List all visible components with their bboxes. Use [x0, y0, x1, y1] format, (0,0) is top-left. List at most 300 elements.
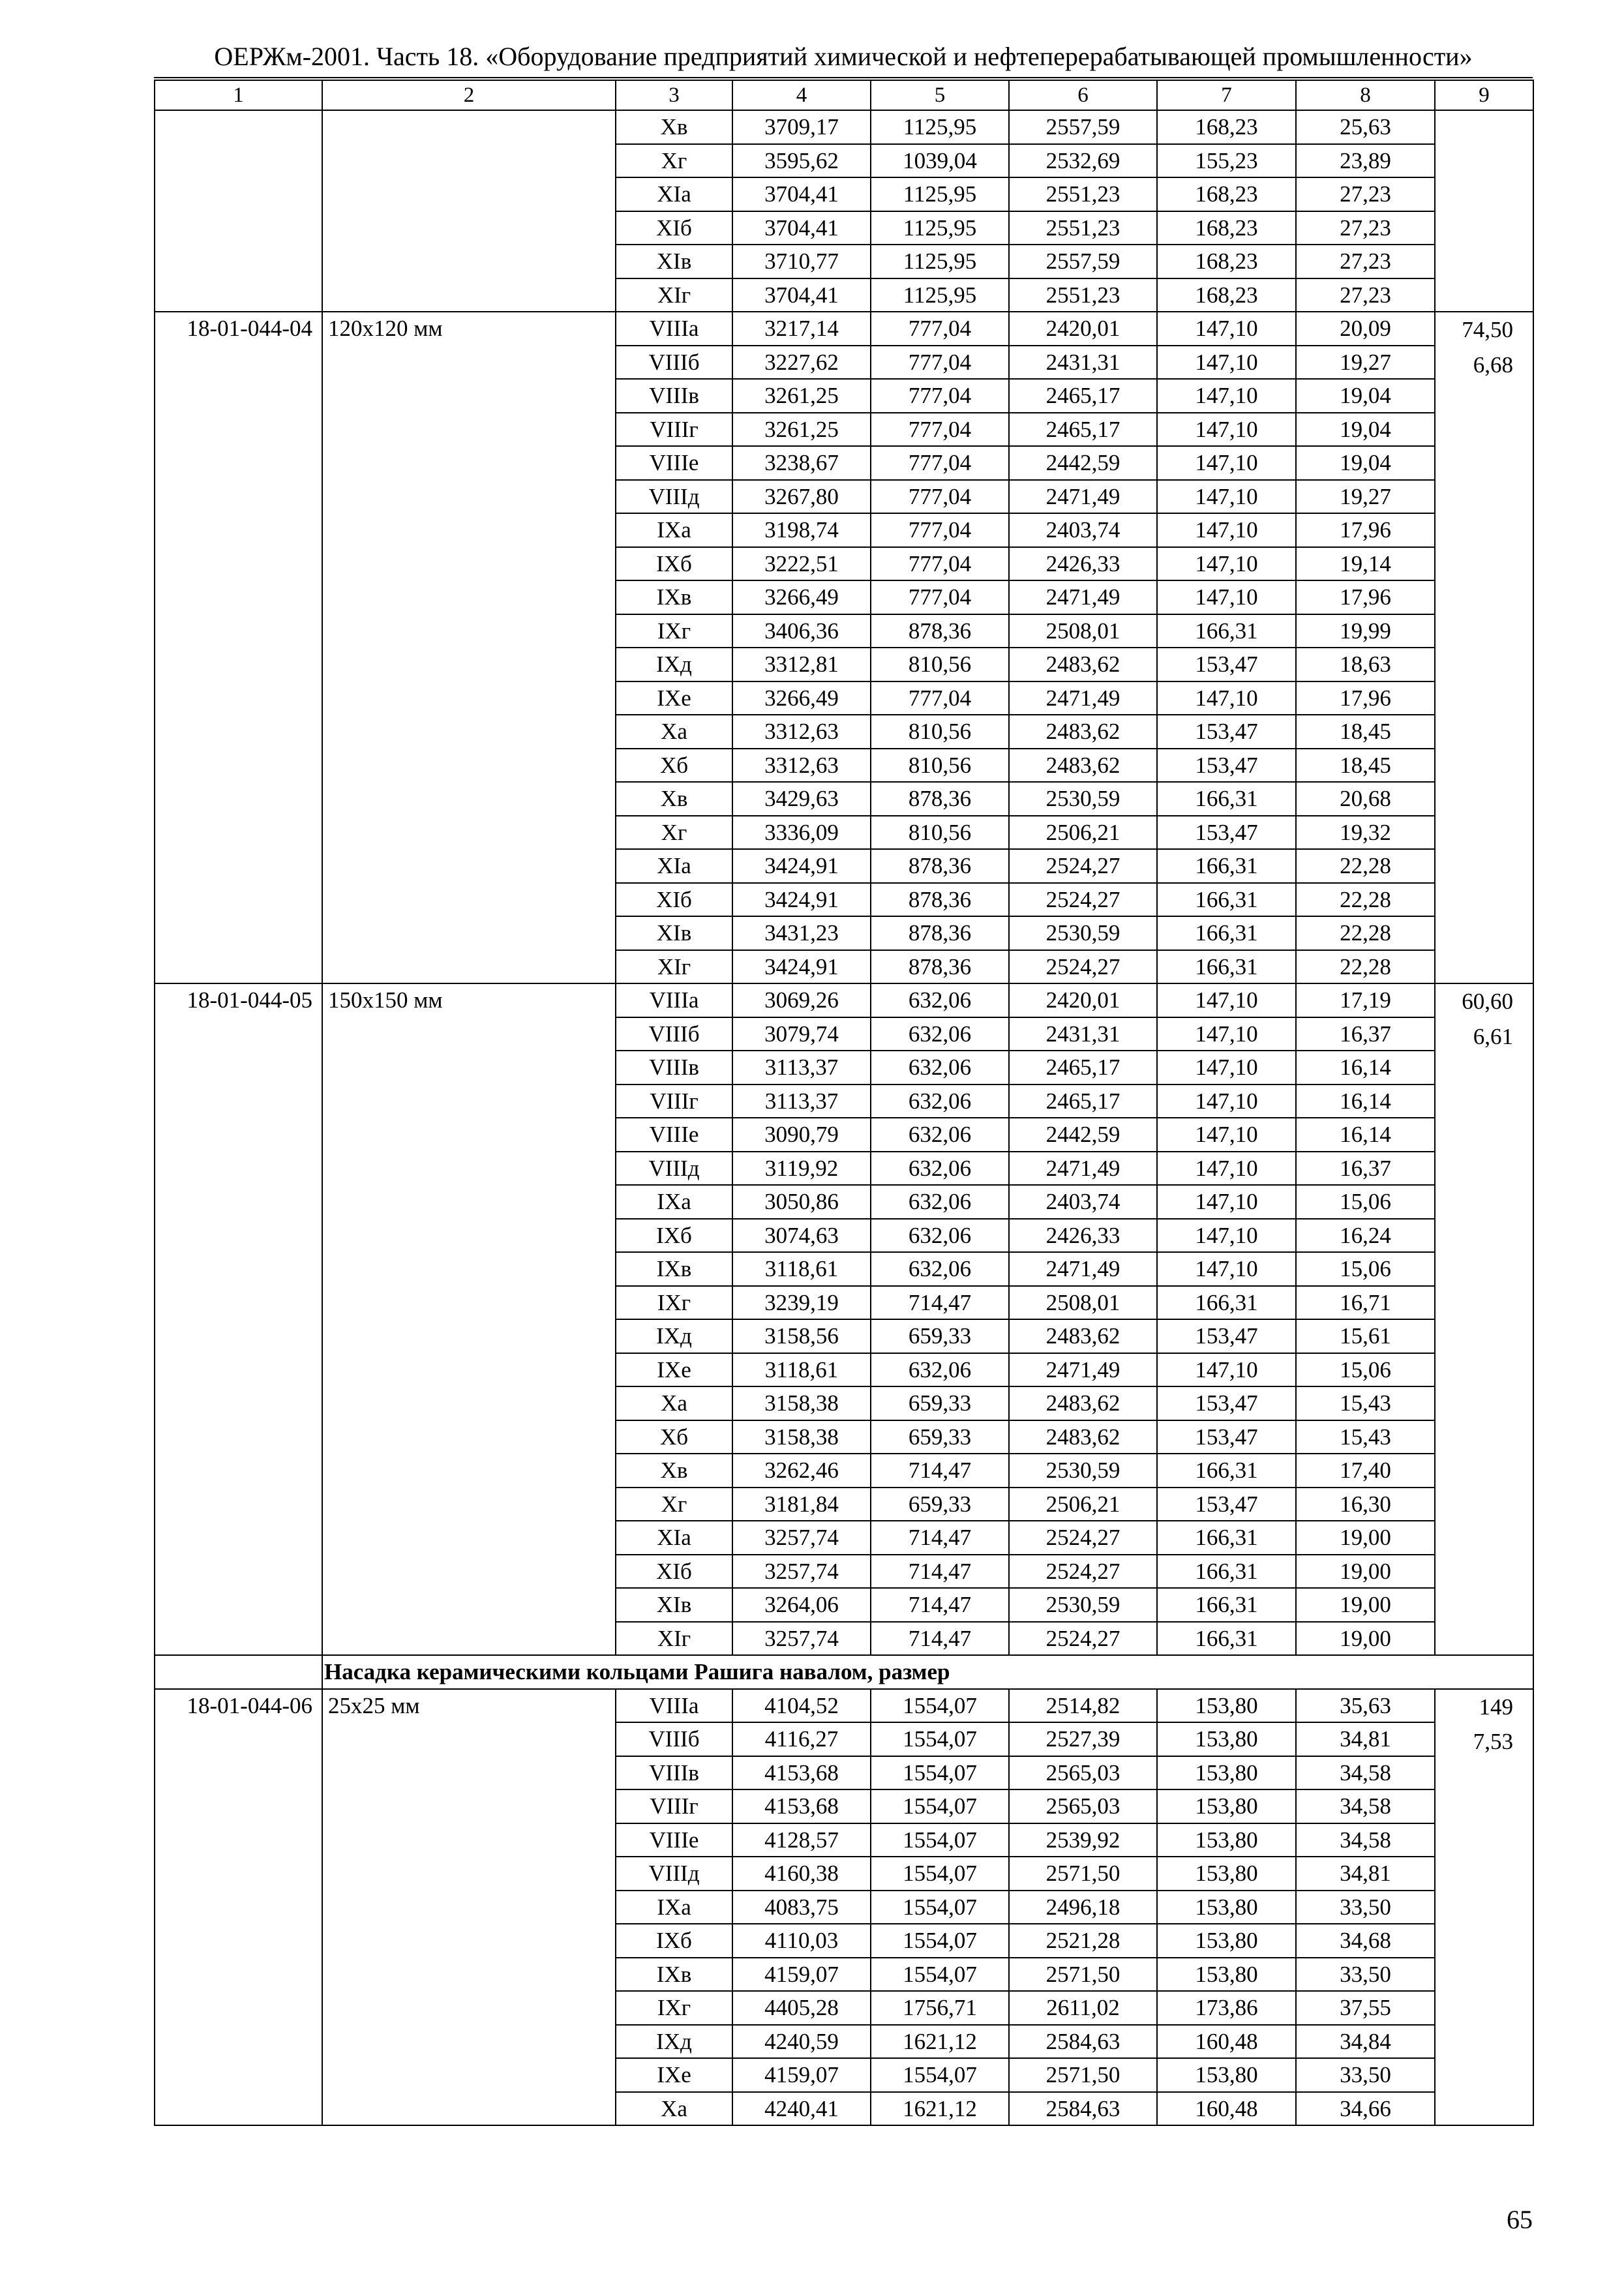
materials-cell: 27,23 — [1296, 278, 1435, 312]
machines-cell: 2530,59 — [1009, 782, 1157, 816]
materials-cell: 16,37 — [1296, 1152, 1435, 1186]
machinist-wages-cell: 147,10 — [1157, 413, 1296, 447]
machines-cell: 2571,50 — [1009, 2058, 1157, 2092]
wages-cell: 1554,07 — [871, 1924, 1009, 1958]
wages-cell: 878,36 — [871, 849, 1009, 883]
column-number: 4 — [732, 80, 871, 110]
wages-cell: 632,06 — [871, 983, 1009, 1017]
machines-cell: 2524,27 — [1009, 849, 1157, 883]
materials-cell: 27,23 — [1296, 177, 1435, 211]
wages-cell: 632,06 — [871, 1219, 1009, 1253]
total-cost-cell: 3709,17 — [732, 110, 871, 144]
total-cost-cell: 3074,63 — [732, 1219, 871, 1253]
total-cost-cell: 3257,74 — [732, 1555, 871, 1589]
column-number: 2 — [322, 80, 616, 110]
table-row — [155, 983, 1533, 1017]
machines-cell: 2524,27 — [1009, 1622, 1157, 1656]
materials-cell: 19,04 — [1296, 413, 1435, 447]
wages-cell: 777,04 — [871, 446, 1009, 480]
wages-cell: 1125,95 — [871, 110, 1009, 144]
machines-cell: 2530,59 — [1009, 916, 1157, 950]
total-cost-cell: 3261,25 — [732, 379, 871, 413]
machines-cell: 2420,01 — [1009, 312, 1157, 346]
machines-cell: 2521,28 — [1009, 1924, 1157, 1958]
machines-cell: 2584,63 — [1009, 2025, 1157, 2059]
machines-cell: 2442,59 — [1009, 1118, 1157, 1152]
wages-cell: 714,47 — [871, 1588, 1009, 1622]
zone-cell: Xа — [616, 1386, 732, 1420]
machinist-wages-cell: 166,31 — [1157, 614, 1296, 648]
machines-cell: 2442,59 — [1009, 446, 1157, 480]
total-cost-cell: 3710,77 — [732, 245, 871, 278]
machines-cell: 2611,02 — [1009, 1991, 1157, 2025]
zone-cell: XIб — [616, 883, 732, 917]
total-cost-cell: 3429,63 — [732, 782, 871, 816]
machinist-wages-cell: 153,47 — [1157, 749, 1296, 783]
materials-cell: 17,96 — [1296, 513, 1435, 547]
materials-cell: 34,81 — [1296, 1722, 1435, 1756]
wages-cell: 714,47 — [871, 1286, 1009, 1320]
rate-code: 18-01-044-06 — [155, 1689, 322, 2126]
machines-cell: 2483,62 — [1009, 1420, 1157, 1454]
zone-cell: IXг — [616, 1991, 732, 2025]
zone-cell: IXа — [616, 1891, 732, 1924]
machines-cell: 2514,82 — [1009, 1689, 1157, 1723]
wages-cell: 1125,95 — [871, 245, 1009, 278]
total-cost-cell: 3406,36 — [732, 614, 871, 648]
materials-cell: 22,28 — [1296, 849, 1435, 883]
total-cost-cell: 3266,49 — [732, 580, 871, 614]
machines-cell: 2565,03 — [1009, 1789, 1157, 1823]
total-cost-cell: 3336,09 — [732, 816, 871, 850]
machines-cell: 2426,33 — [1009, 547, 1157, 581]
wages-cell: 810,56 — [871, 715, 1009, 749]
zone-cell: XIб — [616, 1555, 732, 1589]
machinist-wages-cell: 147,10 — [1157, 547, 1296, 581]
materials-cell: 15,06 — [1296, 1185, 1435, 1219]
materials-cell: 19,00 — [1296, 1521, 1435, 1555]
wages-cell: 632,06 — [871, 1085, 1009, 1118]
column-number: 1 — [155, 80, 322, 110]
wages-cell: 632,06 — [871, 1353, 1009, 1387]
machinist-wages-cell: 153,47 — [1157, 1420, 1296, 1454]
machinist-wages-cell: 168,23 — [1157, 177, 1296, 211]
materials-cell: 19,14 — [1296, 547, 1435, 581]
machinist-wages-cell: 153,47 — [1157, 816, 1296, 850]
materials-cell: 19,32 — [1296, 816, 1435, 850]
wages-cell: 632,06 — [871, 1185, 1009, 1219]
total-cost-cell: 4159,07 — [732, 2058, 871, 2092]
total-cost-cell: 3069,26 — [732, 983, 871, 1017]
total-cost-cell: 3312,81 — [732, 648, 871, 681]
machinist-wages-cell: 155,23 — [1157, 144, 1296, 178]
zone-cell: VIIIд — [616, 480, 732, 514]
wages-cell: 1554,07 — [871, 1891, 1009, 1924]
total-cost-cell: 3181,84 — [732, 1488, 871, 1521]
total-cost-cell: 4153,68 — [732, 1756, 871, 1790]
machinist-wages-cell: 153,80 — [1157, 1958, 1296, 1992]
wages-cell: 1554,07 — [871, 1823, 1009, 1857]
machines-cell: 2465,17 — [1009, 379, 1157, 413]
total-cost-cell: 3050,86 — [732, 1185, 871, 1219]
materials-cell: 15,43 — [1296, 1386, 1435, 1420]
materials-cell: 27,23 — [1296, 211, 1435, 245]
machines-cell: 2471,49 — [1009, 480, 1157, 514]
zone-cell: VIIIе — [616, 1118, 732, 1152]
machinist-wages-cell: 153,47 — [1157, 715, 1296, 749]
total-cost-cell: 3113,37 — [732, 1051, 871, 1085]
wages-cell: 714,47 — [871, 1454, 1009, 1488]
total-cost-cell: 3424,91 — [732, 849, 871, 883]
wages-cell: 714,47 — [871, 1555, 1009, 1589]
machines-cell: 2471,49 — [1009, 1252, 1157, 1286]
materials-cell: 37,55 — [1296, 1991, 1435, 2025]
machines-cell: 2506,21 — [1009, 1488, 1157, 1521]
table-body — [155, 80, 1533, 2125]
wages-cell: 777,04 — [871, 681, 1009, 715]
machinist-wages-cell: 166,31 — [1157, 1521, 1296, 1555]
wages-cell: 632,06 — [871, 1017, 1009, 1051]
wages-cell: 1554,07 — [871, 1857, 1009, 1891]
zone-cell: Xа — [616, 715, 732, 749]
machines-cell: 2420,01 — [1009, 983, 1157, 1017]
materials-cell: 17,40 — [1296, 1454, 1435, 1488]
zone-cell: IXб — [616, 1924, 732, 1958]
materials-cell: 19,00 — [1296, 1622, 1435, 1656]
machines-cell: 2403,74 — [1009, 1185, 1157, 1219]
materials-cell: 33,50 — [1296, 1958, 1435, 1992]
total-cost-cell: 4128,57 — [732, 1823, 871, 1857]
section-code-cell — [155, 1655, 322, 1689]
zone-cell: XIа — [616, 1521, 732, 1555]
machinist-wages-cell: 147,10 — [1157, 513, 1296, 547]
zone-cell: Xв — [616, 110, 732, 144]
zone-cell: IXв — [616, 580, 732, 614]
machinist-wages-cell: 147,10 — [1157, 1085, 1296, 1118]
wages-cell: 659,33 — [871, 1386, 1009, 1420]
machines-cell: 2403,74 — [1009, 513, 1157, 547]
zone-cell: Xг — [616, 144, 732, 178]
materials-cell: 16,14 — [1296, 1118, 1435, 1152]
zone-cell: VIIIб — [616, 1722, 732, 1756]
total-cost-cell: 4240,59 — [732, 2025, 871, 2059]
wages-cell: 714,47 — [871, 1622, 1009, 1656]
rate-name: 150х150 мм — [322, 983, 616, 1655]
total-cost-cell: 3312,63 — [732, 715, 871, 749]
machines-cell: 2483,62 — [1009, 1386, 1157, 1420]
machines-cell: 2471,49 — [1009, 1353, 1157, 1387]
zone-cell: XIа — [616, 177, 732, 211]
rates-table — [154, 80, 1534, 2126]
machines-cell: 2524,27 — [1009, 1521, 1157, 1555]
wages-cell: 777,04 — [871, 312, 1009, 346]
machines-cell: 2530,59 — [1009, 1454, 1157, 1488]
machinist-wages-cell: 168,23 — [1157, 110, 1296, 144]
machines-cell: 2565,03 — [1009, 1756, 1157, 1790]
materials-cell: 18,63 — [1296, 648, 1435, 681]
materials-cell: 34,58 — [1296, 1756, 1435, 1790]
machinist-wages-cell: 153,80 — [1157, 1689, 1296, 1723]
column-number: 3 — [616, 80, 732, 110]
machinist-wages-cell: 153,80 — [1157, 1857, 1296, 1891]
total-cost-cell: 4153,68 — [732, 1789, 871, 1823]
wages-cell: 878,36 — [871, 782, 1009, 816]
wages-cell: 878,36 — [871, 883, 1009, 917]
materials-cell: 27,23 — [1296, 245, 1435, 278]
materials-cell: 34,68 — [1296, 1924, 1435, 1958]
total-cost-cell: 4104,52 — [732, 1689, 871, 1723]
total-cost-cell: 3079,74 — [732, 1017, 871, 1051]
materials-cell: 33,50 — [1296, 2058, 1435, 2092]
machines-cell: 2465,17 — [1009, 1051, 1157, 1085]
machinist-wages-cell: 147,10 — [1157, 580, 1296, 614]
total-cost-cell: 3704,41 — [732, 211, 871, 245]
column-number: 7 — [1157, 80, 1296, 110]
wages-cell: 632,06 — [871, 1118, 1009, 1152]
machinist-wages-cell: 147,10 — [1157, 480, 1296, 514]
zone-cell: XIг — [616, 950, 732, 984]
rate-code: 18-01-044-04 — [155, 312, 322, 983]
machines-cell: 2551,23 — [1009, 278, 1157, 312]
machinist-wages-cell: 153,47 — [1157, 1319, 1296, 1353]
total-cost-cell: 3158,56 — [732, 1319, 871, 1353]
wages-cell: 659,33 — [871, 1488, 1009, 1521]
wages-cell: 659,33 — [871, 1319, 1009, 1353]
wages-cell: 878,36 — [871, 614, 1009, 648]
machines-cell: 2483,62 — [1009, 749, 1157, 783]
total-cost-cell: 3118,61 — [732, 1353, 871, 1387]
zone-cell: VIIIб — [616, 346, 732, 380]
machinist-wages-cell: 147,10 — [1157, 346, 1296, 380]
materials-cell: 15,06 — [1296, 1353, 1435, 1387]
wages-cell: 1125,95 — [871, 211, 1009, 245]
wages-cell: 632,06 — [871, 1252, 1009, 1286]
machines-cell: 2571,50 — [1009, 1857, 1157, 1891]
machines-cell: 2530,59 — [1009, 1588, 1157, 1622]
total-cost-cell: 3198,74 — [732, 513, 871, 547]
machines-cell: 2551,23 — [1009, 211, 1157, 245]
zone-cell: XIг — [616, 278, 732, 312]
zone-cell: XIв — [616, 916, 732, 950]
total-cost-cell: 4160,38 — [732, 1857, 871, 1891]
machines-cell: 2431,31 — [1009, 346, 1157, 380]
total-cost-cell: 3312,63 — [732, 749, 871, 783]
machines-cell: 2557,59 — [1009, 245, 1157, 278]
wages-cell: 1554,07 — [871, 1756, 1009, 1790]
materials-cell: 18,45 — [1296, 715, 1435, 749]
labor-cost-value: 149 — [1479, 1694, 1513, 1720]
labor-cost-value: 60,60 — [1462, 989, 1513, 1014]
machinist-wages-cell: 153,80 — [1157, 1722, 1296, 1756]
machines-cell: 2524,27 — [1009, 950, 1157, 984]
labor-cost-value: 6,61 — [1473, 1023, 1513, 1049]
zone-cell: IXе — [616, 2058, 732, 2092]
machines-cell: 2496,18 — [1009, 1891, 1157, 1924]
labor-cost-cell — [1435, 983, 1533, 1655]
machinist-wages-cell: 166,31 — [1157, 782, 1296, 816]
total-cost-cell: 3704,41 — [732, 177, 871, 211]
total-cost-cell: 3262,46 — [732, 1454, 871, 1488]
materials-cell: 19,27 — [1296, 346, 1435, 380]
labor-cost-cell — [1435, 312, 1533, 983]
machinist-wages-cell: 160,48 — [1157, 2092, 1296, 2126]
rates-table-container — [154, 80, 1533, 2126]
materials-cell: 19,00 — [1296, 1555, 1435, 1589]
wages-cell: 1554,07 — [871, 1958, 1009, 1992]
materials-cell: 19,04 — [1296, 379, 1435, 413]
zone-cell: XIб — [616, 211, 732, 245]
machinist-wages-cell: 166,31 — [1157, 950, 1296, 984]
zone-cell: VIIIв — [616, 1756, 732, 1790]
table-row — [155, 312, 1533, 346]
page-header — [154, 37, 1533, 78]
wages-cell: 632,06 — [871, 1051, 1009, 1085]
zone-cell: VIIIд — [616, 1152, 732, 1186]
total-cost-cell: 3266,49 — [732, 681, 871, 715]
machinist-wages-cell: 168,23 — [1157, 245, 1296, 278]
machines-cell: 2426,33 — [1009, 1219, 1157, 1253]
zone-cell: Xа — [616, 2092, 732, 2126]
machinist-wages-cell: 147,10 — [1157, 379, 1296, 413]
wages-cell: 1125,95 — [871, 278, 1009, 312]
machines-cell: 2539,92 — [1009, 1823, 1157, 1857]
machinist-wages-cell: 147,10 — [1157, 1219, 1296, 1253]
zone-cell: IXв — [616, 1958, 732, 1992]
wages-cell: 1621,12 — [871, 2025, 1009, 2059]
table-row — [155, 110, 1533, 144]
labor-cost-value: 74,50 — [1462, 317, 1513, 342]
machinist-wages-cell: 147,10 — [1157, 1252, 1296, 1286]
zone-cell: VIIIв — [616, 379, 732, 413]
wages-cell: 1554,07 — [871, 2058, 1009, 2092]
total-cost-cell: 3704,41 — [732, 278, 871, 312]
wages-cell: 878,36 — [871, 916, 1009, 950]
zone-cell: VIIIд — [616, 1857, 732, 1891]
materials-cell: 22,28 — [1296, 883, 1435, 917]
zone-cell: IXб — [616, 547, 732, 581]
total-cost-cell: 3267,80 — [732, 480, 871, 514]
machinist-wages-cell: 147,10 — [1157, 446, 1296, 480]
wages-cell: 777,04 — [871, 580, 1009, 614]
zone-cell: VIIIг — [616, 413, 732, 447]
materials-cell: 15,43 — [1296, 1420, 1435, 1454]
materials-cell: 16,71 — [1296, 1286, 1435, 1320]
machines-cell: 2431,31 — [1009, 1017, 1157, 1051]
materials-cell: 23,89 — [1296, 144, 1435, 178]
machinist-wages-cell: 147,10 — [1157, 1017, 1296, 1051]
machinist-wages-cell: 153,80 — [1157, 1823, 1296, 1857]
materials-cell: 16,30 — [1296, 1488, 1435, 1521]
machines-cell: 2465,17 — [1009, 413, 1157, 447]
column-number: 9 — [1435, 80, 1533, 110]
machines-cell: 2483,62 — [1009, 715, 1157, 749]
machinist-wages-cell: 147,10 — [1157, 1152, 1296, 1186]
zone-cell: IXг — [616, 1286, 732, 1320]
zone-cell: IXа — [616, 1185, 732, 1219]
total-cost-cell: 3264,06 — [732, 1588, 871, 1622]
materials-cell: 15,61 — [1296, 1319, 1435, 1353]
materials-cell: 16,14 — [1296, 1085, 1435, 1118]
machinist-wages-cell: 166,31 — [1157, 849, 1296, 883]
materials-cell: 17,96 — [1296, 580, 1435, 614]
zone-cell: IXе — [616, 1353, 732, 1387]
total-cost-cell: 3113,37 — [732, 1085, 871, 1118]
zone-cell: Xг — [616, 816, 732, 850]
materials-cell: 16,37 — [1296, 1017, 1435, 1051]
zone-cell: IXд — [616, 648, 732, 681]
machines-cell: 2483,62 — [1009, 648, 1157, 681]
machines-cell: 2506,21 — [1009, 816, 1157, 850]
total-cost-cell: 3239,19 — [732, 1286, 871, 1320]
zone-cell: VIIIа — [616, 1689, 732, 1723]
total-cost-cell: 4159,07 — [732, 1958, 871, 1992]
column-number: 8 — [1296, 80, 1435, 110]
machines-cell: 2571,50 — [1009, 1958, 1157, 1992]
zone-cell: Xб — [616, 1420, 732, 1454]
machinist-wages-cell: 166,31 — [1157, 1454, 1296, 1488]
wages-cell: 810,56 — [871, 816, 1009, 850]
machinist-wages-cell: 168,23 — [1157, 278, 1296, 312]
materials-cell: 34,58 — [1296, 1789, 1435, 1823]
zone-cell: XIв — [616, 245, 732, 278]
materials-cell: 16,14 — [1296, 1051, 1435, 1085]
total-cost-cell: 3595,62 — [732, 144, 871, 178]
total-cost-cell: 4240,41 — [732, 2092, 871, 2126]
total-cost-cell: 4116,27 — [732, 1722, 871, 1756]
rate-name — [322, 110, 616, 312]
materials-cell: 20,09 — [1296, 312, 1435, 346]
machinist-wages-cell: 147,10 — [1157, 1185, 1296, 1219]
zone-cell: VIIIб — [616, 1017, 732, 1051]
materials-cell: 18,45 — [1296, 749, 1435, 783]
total-cost-cell: 3119,92 — [732, 1152, 871, 1186]
machinist-wages-cell: 147,10 — [1157, 983, 1296, 1017]
machinist-wages-cell: 166,31 — [1157, 883, 1296, 917]
machines-cell: 2557,59 — [1009, 110, 1157, 144]
machines-cell: 2551,23 — [1009, 177, 1157, 211]
column-number: 6 — [1009, 80, 1157, 110]
rate-code: 18-01-044-05 — [155, 983, 322, 1655]
total-cost-cell: 4405,28 — [732, 1991, 871, 2025]
wages-cell: 1125,95 — [871, 177, 1009, 211]
materials-cell: 19,99 — [1296, 614, 1435, 648]
machines-cell: 2527,39 — [1009, 1722, 1157, 1756]
wages-cell: 1756,71 — [871, 1991, 1009, 2025]
total-cost-cell: 3222,51 — [732, 547, 871, 581]
zone-cell: VIIIг — [616, 1789, 732, 1823]
zone-cell: IXв — [616, 1252, 732, 1286]
materials-cell: 19,04 — [1296, 446, 1435, 480]
machinist-wages-cell: 153,80 — [1157, 2058, 1296, 2092]
machines-cell: 2471,49 — [1009, 580, 1157, 614]
machinist-wages-cell: 153,80 — [1157, 1924, 1296, 1958]
machinist-wages-cell: 166,31 — [1157, 1555, 1296, 1589]
zone-cell: Xв — [616, 782, 732, 816]
machinist-wages-cell: 166,31 — [1157, 1622, 1296, 1656]
zone-cell: IXд — [616, 1319, 732, 1353]
zone-cell: Xб — [616, 749, 732, 783]
wages-cell: 659,33 — [871, 1420, 1009, 1454]
machines-cell: 2508,01 — [1009, 1286, 1157, 1320]
wages-cell: 1554,07 — [871, 1689, 1009, 1723]
wages-cell: 777,04 — [871, 346, 1009, 380]
wages-cell: 777,04 — [871, 480, 1009, 514]
materials-cell: 22,28 — [1296, 916, 1435, 950]
zone-cell: IXа — [616, 513, 732, 547]
machinist-wages-cell: 160,48 — [1157, 2025, 1296, 2059]
column-number-row — [155, 80, 1533, 110]
machinist-wages-cell: 166,31 — [1157, 1588, 1296, 1622]
